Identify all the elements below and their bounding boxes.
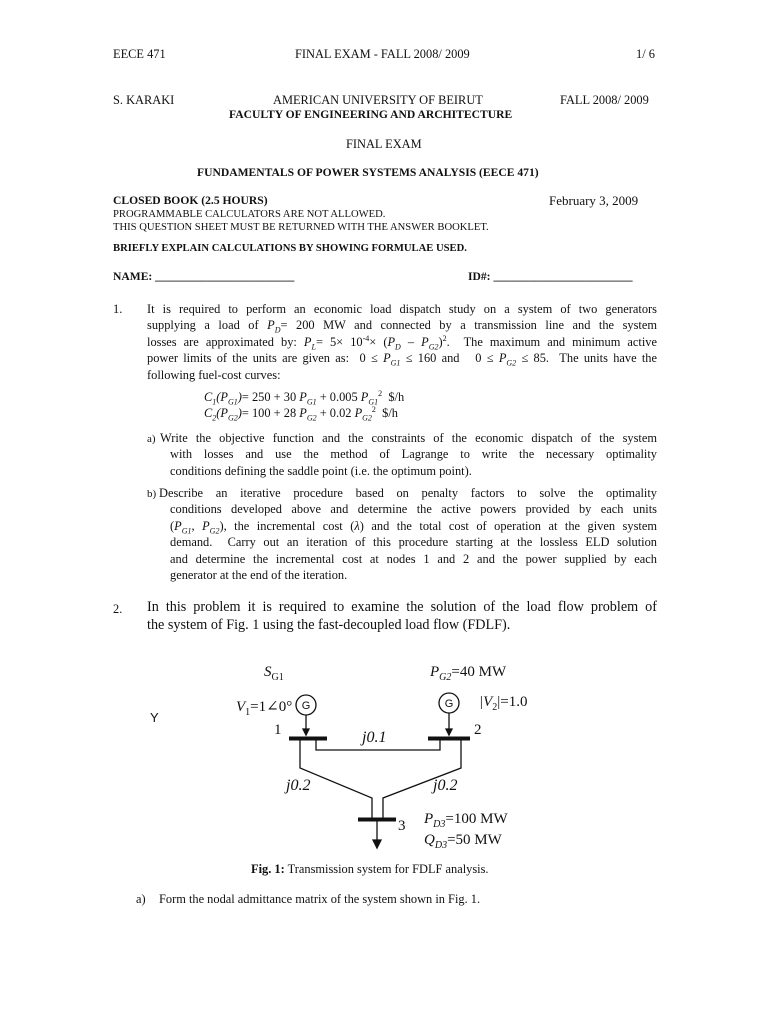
course-title: FUNDAMENTALS OF POWER SYSTEMS ANALYSIS (EECE 471) bbox=[197, 166, 539, 179]
q2a-text: Form the nodal admittance matrix of the system shown in Fig. 1. bbox=[159, 892, 481, 906]
line-1-3-impedance: j0.2 bbox=[286, 777, 311, 794]
pg2-label: $P_{G2}=40$ MW bbox=[430, 664, 507, 683]
q1-statement: It is required to perform an economic load dispatch study on a system of two generators supplying a load of $P_D= 200$ MW and connected by a transmission line and the system losses are approximated by: $P_L= 5\times 10^{-4}\times (P_D - P_{G2})^2$. The maximum and minimum active power limits of the units are given as: $0 \le P_{G1} \le 160$ and $0 \le P_{G2} \le 85$. The units have the following fuel-cost curves: bbox=[147, 302, 657, 382]
term: FALL 2008/ 2009 bbox=[560, 93, 649, 107]
q1-number: 1. bbox=[113, 302, 123, 316]
bus-3-label: 3 bbox=[398, 818, 406, 834]
q2-statement: In this problem it is required to examine the solution of the load flow problem of the system of Fig. 1 using the fast-decoupled load flow (FDLF). bbox=[147, 599, 657, 633]
q1b-text: Describe an iterative procedure based on penalty factors to solve the optimality conditions developed above and determine the active powers provided by each units ($P_{G1}$, $P_{G2}$), the incremental cost (λ) and the total cost of operation at the given system demand. Carry out an iteration of this procedure starting at the lossless ELD solution and determine the incremental cost at nodes 1 and 2 and the power supplied by each generator at the end of the iteration. bbox=[159, 486, 657, 583]
line-1-2-impedance: j0.1 bbox=[362, 729, 387, 746]
generator-1-label: G bbox=[301, 700, 311, 712]
stray-mark: Y bbox=[150, 710, 159, 725]
pd3-label: $P_{D3}=100$ MW bbox=[424, 811, 508, 830]
qd3-label: $Q_{D3}=50$ MW bbox=[424, 832, 502, 851]
fig1-caption: Fig. 1: Transmission system for FDLF analysis. bbox=[251, 862, 489, 876]
line-2-3-impedance: j0.2 bbox=[433, 777, 458, 794]
author: S. KARAKI bbox=[113, 93, 175, 107]
generator-2-label: G bbox=[444, 698, 454, 710]
bus-2-label: 2 bbox=[474, 722, 482, 738]
header-exam-title: FINAL EXAM - FALL 2008/ 2009 bbox=[295, 47, 470, 61]
calculators-note: PROGRAMMABLE CALCULATORS ARE NOT ALLOWED. bbox=[113, 209, 386, 220]
sg1-label: $S_{G1}$ bbox=[264, 664, 284, 683]
faculty: FACULTY OF ENGINEERING AND ARCHITECTURE bbox=[229, 108, 513, 121]
exam-type: FINAL EXAM bbox=[346, 137, 422, 151]
header-course: EECE 471 bbox=[113, 47, 166, 61]
header-page-number: 1/ 6 bbox=[636, 47, 655, 61]
q2a-label: a) bbox=[136, 892, 146, 906]
closed-book: CLOSED BOOK (2.5 HOURS) bbox=[113, 194, 268, 207]
id-field[interactable]: ID#: ________________________ bbox=[468, 270, 633, 283]
load-3-arrow bbox=[373, 840, 381, 848]
q1a-label: a) bbox=[147, 433, 156, 445]
q1b-label: b) bbox=[147, 488, 157, 500]
cost-curve-2: $C_2(P_{G2})= 100 + 28$ $P_{G2} + 0.02$ $P_{G2}^2$ $/h bbox=[204, 404, 398, 423]
explain-note: BRIEFLY EXPLAIN CALCULATIONS BY SHOWING FORMULAE USED. bbox=[113, 243, 467, 254]
bus-1-label: 1 bbox=[274, 722, 282, 738]
university: AMERICAN UNIVERSITY OF BEIRUT bbox=[273, 93, 483, 107]
v2-label: $|V_2|=1.0$ bbox=[479, 694, 528, 713]
cost-curve-1: $C_1(P_{G1})= 250 + 30$ $P_{G1} + 0.005$ $P_{G1}^2$ $/h bbox=[204, 388, 405, 407]
exam-date: February 3, 2009 bbox=[549, 193, 639, 208]
return-sheet-note: THIS QUESTION SHEET MUST BE RETURNED WITH THE ANSWER BOOKLET. bbox=[113, 222, 489, 233]
q1a-text: Write the objective function and the constraints of the economic dispatch of the system with losses and use the method of Lagrange to write the necessary optimality conditions defining the saddle point (i.e. the optimum point). bbox=[160, 431, 657, 478]
name-field[interactable]: NAME: ________________________ bbox=[113, 270, 295, 283]
q2-number: 2. bbox=[113, 602, 123, 616]
v1-label: $V_1=1\angle 0^\circ$ bbox=[236, 699, 293, 718]
